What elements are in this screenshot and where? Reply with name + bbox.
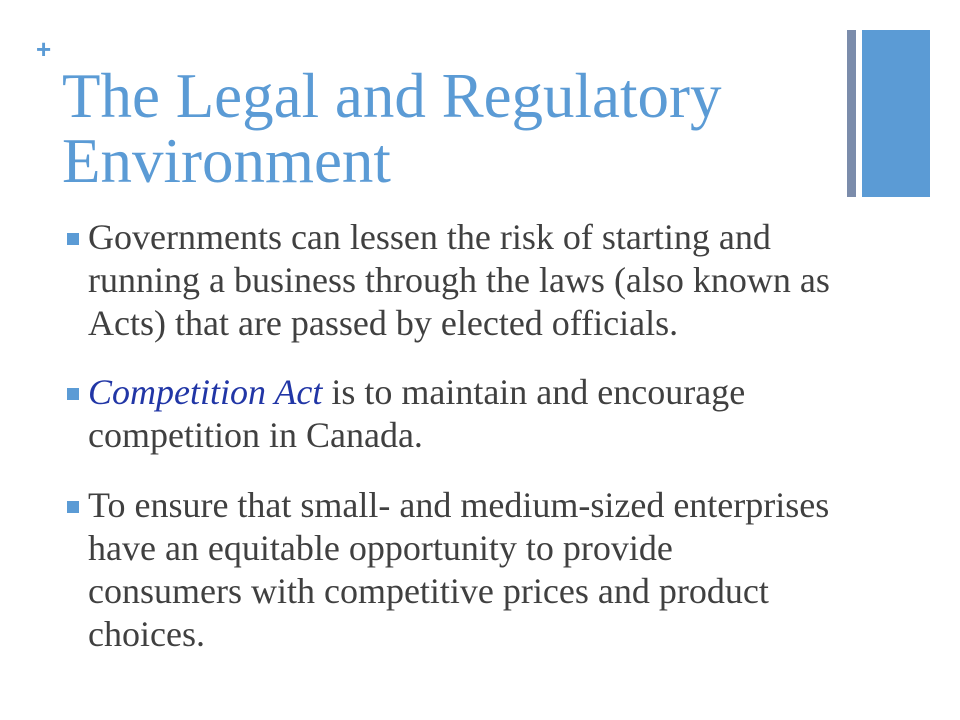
bullet-line: competition in Canada. (88, 415, 423, 455)
bullet-line: choices. (88, 614, 205, 654)
slide-title-line-1: The Legal and Regulatory (62, 61, 722, 131)
square-bullet-icon (67, 501, 79, 513)
accent-bar-thick (862, 30, 930, 197)
bullet-text (88, 484, 829, 656)
slide-title-line-2: Environment (62, 126, 391, 196)
bullet-text (88, 371, 745, 457)
square-bullet-icon (67, 233, 79, 245)
plus-icon: + (36, 34, 52, 64)
act-name-emphasis: Competition Act (88, 372, 323, 412)
bullet-line: To ensure that small- and medium-sized enterprises (88, 485, 830, 525)
accent-bar-thin (847, 30, 856, 197)
bullet-line (88, 371, 745, 414)
square-bullet-icon (67, 388, 79, 400)
bullet-line: consumers with competitive prices and product (88, 571, 769, 611)
bullet-text (88, 216, 830, 345)
bullet-line: have an equitable opportunity to provide (88, 528, 673, 568)
bullet-line-text: is to maintain and encourage (322, 372, 746, 412)
bullet-item-3 (67, 484, 829, 656)
bullet-item-2 (67, 371, 745, 457)
bullet-item-1 (67, 216, 830, 345)
bullet-line: running a business through the laws (also known as (88, 260, 830, 300)
bullet-line: Acts) that are passed by elected officials. (88, 303, 679, 343)
bullet-line: Governments can lessen the risk of starting and (88, 217, 771, 257)
slide-title (62, 61, 722, 196)
